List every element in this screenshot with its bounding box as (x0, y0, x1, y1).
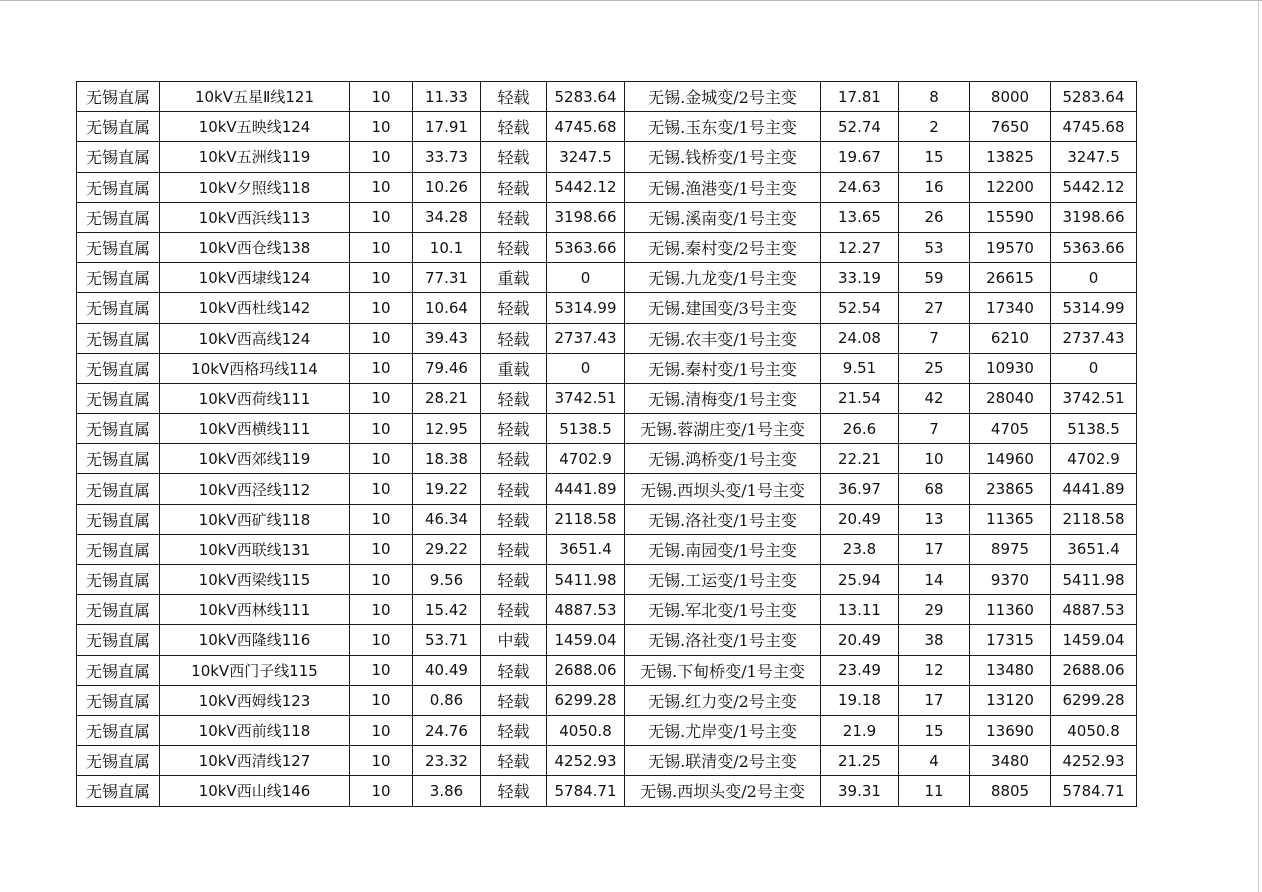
table-row (77, 353, 1137, 383)
table-row (77, 142, 1137, 172)
feeder-name-cell: 10kV西郊线119 (160, 444, 350, 474)
load-status-cell: 轻载 (481, 293, 547, 323)
substation-transformer-cell: 无锡.建国变/3号主变 (625, 293, 821, 323)
feeder-name-cell: 10kV西清线127 (160, 746, 350, 776)
available-capacity-cell: 2688.06 (547, 655, 625, 685)
load-rate-cell: 18.38 (413, 444, 481, 474)
unit-cell: 无锡直属 (77, 565, 160, 595)
table-row (77, 625, 1137, 655)
available-capacity-cell: 4252.93 (547, 746, 625, 776)
load-rate-cell: 12.95 (413, 414, 481, 444)
users-count-cell: 16 (899, 172, 970, 202)
substation-transformer-cell: 无锡.渔港变/1号主变 (625, 172, 821, 202)
table-row (77, 82, 1137, 112)
load-rate-cell: 10.1 (413, 232, 481, 262)
users-count-cell: 2 (899, 112, 970, 142)
users-count-cell: 53 (899, 232, 970, 262)
transformer-load-cell: 13.65 (821, 202, 899, 232)
table-row (77, 414, 1137, 444)
transformer-load-cell: 26.6 (821, 414, 899, 444)
users-count-cell: 13 (899, 504, 970, 534)
users-count-cell: 8 (899, 82, 970, 112)
unit-cell: 无锡直属 (77, 293, 160, 323)
transformer-load-cell: 19.67 (821, 142, 899, 172)
load-status-cell: 轻载 (481, 323, 547, 353)
load-status-cell: 轻载 (481, 655, 547, 685)
substation-transformer-cell: 无锡.溪南变/1号主变 (625, 202, 821, 232)
unit-cell: 无锡直属 (77, 776, 160, 806)
feeder-name-cell: 10kV西荷线111 (160, 383, 350, 413)
users-count-cell: 38 (899, 625, 970, 655)
remaining-capacity-cell: 2737.43 (1051, 323, 1137, 353)
unit-cell: 无锡直属 (77, 323, 160, 353)
voltage-cell: 10 (350, 232, 413, 262)
capacity-cell: 19570 (970, 232, 1051, 262)
remaining-capacity-cell: 4441.89 (1051, 474, 1137, 504)
feeder-name-cell: 10kV西前线118 (160, 715, 350, 745)
load-status-cell: 轻载 (481, 142, 547, 172)
users-count-cell: 4 (899, 746, 970, 776)
substation-transformer-cell: 无锡.金城变/2号主变 (625, 82, 821, 112)
table-row (77, 263, 1137, 293)
capacity-cell: 11360 (970, 595, 1051, 625)
remaining-capacity-cell: 5283.64 (1051, 82, 1137, 112)
substation-transformer-cell: 无锡.尤岸变/1号主变 (625, 715, 821, 745)
transformer-load-cell: 13.11 (821, 595, 899, 625)
feeder-name-cell: 10kV西泾线112 (160, 474, 350, 504)
voltage-cell: 10 (350, 685, 413, 715)
unit-cell: 无锡直属 (77, 202, 160, 232)
capacity-cell: 17340 (970, 293, 1051, 323)
available-capacity-cell: 3651.4 (547, 534, 625, 564)
available-capacity-cell: 4050.8 (547, 715, 625, 745)
users-count-cell: 7 (899, 323, 970, 353)
available-capacity-cell: 0 (547, 353, 625, 383)
remaining-capacity-cell: 2688.06 (1051, 655, 1137, 685)
substation-transformer-cell: 无锡.西坝头变/2号主变 (625, 776, 821, 806)
remaining-capacity-cell: 0 (1051, 353, 1137, 383)
load-rate-cell: 34.28 (413, 202, 481, 232)
table-row (77, 504, 1137, 534)
table-row (77, 293, 1137, 323)
load-status-cell: 轻载 (481, 504, 547, 534)
load-status-cell: 轻载 (481, 202, 547, 232)
available-capacity-cell: 2118.58 (547, 504, 625, 534)
page-right-border (1258, 0, 1259, 892)
remaining-capacity-cell: 3651.4 (1051, 534, 1137, 564)
available-capacity-cell: 6299.28 (547, 685, 625, 715)
load-status-cell: 重载 (481, 263, 547, 293)
table-row (77, 383, 1137, 413)
load-status-cell: 轻载 (481, 715, 547, 745)
voltage-cell: 10 (350, 504, 413, 534)
load-status-cell: 轻载 (481, 383, 547, 413)
substation-transformer-cell: 无锡.洛社变/1号主变 (625, 625, 821, 655)
transformer-load-cell: 22.21 (821, 444, 899, 474)
load-rate-cell: 46.34 (413, 504, 481, 534)
remaining-capacity-cell: 5314.99 (1051, 293, 1137, 323)
table-row (77, 595, 1137, 625)
load-rate-cell: 10.64 (413, 293, 481, 323)
remaining-capacity-cell: 4252.93 (1051, 746, 1137, 776)
remaining-capacity-cell: 4050.8 (1051, 715, 1137, 745)
load-rate-cell: 77.31 (413, 263, 481, 293)
capacity-cell: 23865 (970, 474, 1051, 504)
transformer-load-cell: 52.54 (821, 293, 899, 323)
unit-cell: 无锡直属 (77, 414, 160, 444)
feeder-name-cell: 10kV西仓线138 (160, 232, 350, 262)
substation-transformer-cell: 无锡.秦村变/2号主变 (625, 232, 821, 262)
transformer-load-cell: 17.81 (821, 82, 899, 112)
voltage-cell: 10 (350, 172, 413, 202)
feeder-name-cell: 10kV西高线124 (160, 323, 350, 353)
transformer-load-cell: 9.51 (821, 353, 899, 383)
table-row (77, 565, 1137, 595)
unit-cell: 无锡直属 (77, 232, 160, 262)
substation-transformer-cell: 无锡.联清变/2号主变 (625, 746, 821, 776)
available-capacity-cell: 3247.5 (547, 142, 625, 172)
load-status-cell: 轻载 (481, 685, 547, 715)
capacity-cell: 4705 (970, 414, 1051, 444)
load-rate-cell: 19.22 (413, 474, 481, 504)
available-capacity-cell: 4702.9 (547, 444, 625, 474)
unit-cell: 无锡直属 (77, 353, 160, 383)
table-row (77, 746, 1137, 776)
remaining-capacity-cell: 4887.53 (1051, 595, 1137, 625)
remaining-capacity-cell: 3198.66 (1051, 202, 1137, 232)
available-capacity-cell: 3198.66 (547, 202, 625, 232)
users-count-cell: 59 (899, 263, 970, 293)
voltage-cell: 10 (350, 383, 413, 413)
feeder-name-cell: 10kV西格玛线114 (160, 353, 350, 383)
substation-transformer-cell: 无锡.工运变/1号主变 (625, 565, 821, 595)
feeder-name-cell: 10kV西隆线116 (160, 625, 350, 655)
capacity-cell: 17315 (970, 625, 1051, 655)
voltage-cell: 10 (350, 202, 413, 232)
available-capacity-cell: 5411.98 (547, 565, 625, 595)
remaining-capacity-cell: 4702.9 (1051, 444, 1137, 474)
substation-transformer-cell: 无锡.蓉湖庄变/1号主变 (625, 414, 821, 444)
unit-cell: 无锡直属 (77, 715, 160, 745)
capacity-cell: 7650 (970, 112, 1051, 142)
users-count-cell: 12 (899, 655, 970, 685)
feeder-name-cell: 10kV西门子线115 (160, 655, 350, 685)
load-rate-cell: 53.71 (413, 625, 481, 655)
load-rate-cell: 39.43 (413, 323, 481, 353)
load-rate-cell: 15.42 (413, 595, 481, 625)
load-rate-cell: 23.32 (413, 746, 481, 776)
capacity-cell: 13480 (970, 655, 1051, 685)
feeder-name-cell: 10kV西林线111 (160, 595, 350, 625)
voltage-cell: 10 (350, 444, 413, 474)
transformer-load-cell: 21.9 (821, 715, 899, 745)
feeder-name-cell: 10kV西姆线123 (160, 685, 350, 715)
load-status-cell: 轻载 (481, 474, 547, 504)
available-capacity-cell: 2737.43 (547, 323, 625, 353)
load-rate-cell: 79.46 (413, 353, 481, 383)
substation-transformer-cell: 无锡.南园变/1号主变 (625, 534, 821, 564)
load-status-cell: 轻载 (481, 82, 547, 112)
remaining-capacity-cell: 5442.12 (1051, 172, 1137, 202)
transformer-load-cell: 23.49 (821, 655, 899, 685)
substation-transformer-cell: 无锡.钱桥变/1号主变 (625, 142, 821, 172)
feeder-name-cell: 10kV夕照线118 (160, 172, 350, 202)
table-row (77, 112, 1137, 142)
substation-transformer-cell: 无锡.下甸桥变/1号主变 (625, 655, 821, 685)
voltage-cell: 10 (350, 414, 413, 444)
transformer-load-cell: 12.27 (821, 232, 899, 262)
available-capacity-cell: 4441.89 (547, 474, 625, 504)
load-status-cell: 轻载 (481, 112, 547, 142)
capacity-cell: 3480 (970, 746, 1051, 776)
table-row (77, 685, 1137, 715)
available-capacity-cell: 5283.64 (547, 82, 625, 112)
capacity-cell: 13690 (970, 715, 1051, 745)
load-rate-cell: 10.26 (413, 172, 481, 202)
substation-transformer-cell: 无锡.鸿桥变/1号主变 (625, 444, 821, 474)
users-count-cell: 7 (899, 414, 970, 444)
feeder-name-cell: 10kV西梁线115 (160, 565, 350, 595)
capacity-cell: 8975 (970, 534, 1051, 564)
unit-cell: 无锡直属 (77, 172, 160, 202)
feeder-name-cell: 10kV西横线111 (160, 414, 350, 444)
transformer-load-cell: 36.97 (821, 474, 899, 504)
feeder-name-cell: 10kV西联线131 (160, 534, 350, 564)
available-capacity-cell: 1459.04 (547, 625, 625, 655)
load-status-cell: 轻载 (481, 746, 547, 776)
load-status-cell: 重载 (481, 353, 547, 383)
feeder-name-cell: 10kV五洲线119 (160, 142, 350, 172)
load-rate-cell: 9.56 (413, 565, 481, 595)
remaining-capacity-cell: 2118.58 (1051, 504, 1137, 534)
table-row (77, 655, 1137, 685)
capacity-cell: 26615 (970, 263, 1051, 293)
users-count-cell: 68 (899, 474, 970, 504)
load-status-cell: 轻载 (481, 444, 547, 474)
capacity-cell: 9370 (970, 565, 1051, 595)
transformer-load-cell: 24.63 (821, 172, 899, 202)
load-status-cell: 轻载 (481, 534, 547, 564)
load-rate-cell: 28.21 (413, 383, 481, 413)
unit-cell: 无锡直属 (77, 444, 160, 474)
transformer-load-cell: 21.54 (821, 383, 899, 413)
transformer-load-cell: 24.08 (821, 323, 899, 353)
voltage-cell: 10 (350, 565, 413, 595)
transformer-load-cell: 20.49 (821, 504, 899, 534)
capacity-cell: 28040 (970, 383, 1051, 413)
users-count-cell: 25 (899, 353, 970, 383)
unit-cell: 无锡直属 (77, 474, 160, 504)
users-count-cell: 11 (899, 776, 970, 806)
page-top-border (0, 0, 1262, 1)
feeder-name-cell: 10kV五星Ⅱ线121 (160, 82, 350, 112)
unit-cell: 无锡直属 (77, 534, 160, 564)
voltage-cell: 10 (350, 293, 413, 323)
capacity-cell: 13825 (970, 142, 1051, 172)
substation-transformer-cell: 无锡.红力变/2号主变 (625, 685, 821, 715)
load-status-cell: 轻载 (481, 565, 547, 595)
unit-cell: 无锡直属 (77, 685, 160, 715)
transformer-load-cell: 20.49 (821, 625, 899, 655)
available-capacity-cell: 5138.5 (547, 414, 625, 444)
load-status-cell: 轻载 (481, 414, 547, 444)
users-count-cell: 15 (899, 142, 970, 172)
load-status-cell: 中载 (481, 625, 547, 655)
table-row (77, 172, 1137, 202)
users-count-cell: 27 (899, 293, 970, 323)
unit-cell: 无锡直属 (77, 82, 160, 112)
voltage-cell: 10 (350, 625, 413, 655)
remaining-capacity-cell: 3247.5 (1051, 142, 1137, 172)
available-capacity-cell: 3742.51 (547, 383, 625, 413)
capacity-cell: 8805 (970, 776, 1051, 806)
feeder-name-cell: 10kV西矿线118 (160, 504, 350, 534)
load-rate-cell: 33.73 (413, 142, 481, 172)
remaining-capacity-cell: 5411.98 (1051, 565, 1137, 595)
substation-transformer-cell: 无锡.秦村变/1号主变 (625, 353, 821, 383)
feeder-name-cell: 10kV西山线146 (160, 776, 350, 806)
voltage-cell: 10 (350, 595, 413, 625)
remaining-capacity-cell: 0 (1051, 263, 1137, 293)
substation-transformer-cell: 无锡.清梅变/1号主变 (625, 383, 821, 413)
users-count-cell: 17 (899, 685, 970, 715)
transformer-load-cell: 33.19 (821, 263, 899, 293)
load-status-cell: 轻载 (481, 595, 547, 625)
feeder-name-cell: 10kV西浜线113 (160, 202, 350, 232)
table-row (77, 202, 1137, 232)
unit-cell: 无锡直属 (77, 504, 160, 534)
voltage-cell: 10 (350, 323, 413, 353)
unit-cell: 无锡直属 (77, 263, 160, 293)
table-row (77, 715, 1137, 745)
load-status-cell: 轻载 (481, 776, 547, 806)
available-capacity-cell: 5314.99 (547, 293, 625, 323)
remaining-capacity-cell: 5784.71 (1051, 776, 1137, 806)
users-count-cell: 26 (899, 202, 970, 232)
substation-transformer-cell: 无锡.军北变/1号主变 (625, 595, 821, 625)
substation-transformer-cell: 无锡.玉东变/1号主变 (625, 112, 821, 142)
remaining-capacity-cell: 1459.04 (1051, 625, 1137, 655)
transformer-load-cell: 39.31 (821, 776, 899, 806)
unit-cell: 无锡直属 (77, 383, 160, 413)
voltage-cell: 10 (350, 534, 413, 564)
transformer-load-cell: 21.25 (821, 746, 899, 776)
transformer-load-cell: 23.8 (821, 534, 899, 564)
load-rate-cell: 3.86 (413, 776, 481, 806)
voltage-cell: 10 (350, 353, 413, 383)
load-rate-cell: 17.91 (413, 112, 481, 142)
users-count-cell: 29 (899, 595, 970, 625)
load-rate-cell: 0.86 (413, 685, 481, 715)
transformer-load-cell: 52.74 (821, 112, 899, 142)
voltage-cell: 10 (350, 112, 413, 142)
voltage-cell: 10 (350, 142, 413, 172)
unit-cell: 无锡直属 (77, 142, 160, 172)
load-status-cell: 轻载 (481, 172, 547, 202)
substation-transformer-cell: 无锡.洛社变/1号主变 (625, 504, 821, 534)
capacity-cell: 8000 (970, 82, 1051, 112)
load-rate-cell: 29.22 (413, 534, 481, 564)
remaining-capacity-cell: 5138.5 (1051, 414, 1137, 444)
remaining-capacity-cell: 6299.28 (1051, 685, 1137, 715)
capacity-cell: 15590 (970, 202, 1051, 232)
substation-transformer-cell: 无锡.农丰变/1号主变 (625, 323, 821, 353)
voltage-cell: 10 (350, 474, 413, 504)
substation-transformer-cell: 无锡.九龙变/1号主变 (625, 263, 821, 293)
capacity-cell: 12200 (970, 172, 1051, 202)
voltage-cell: 10 (350, 655, 413, 685)
users-count-cell: 42 (899, 383, 970, 413)
available-capacity-cell: 5784.71 (547, 776, 625, 806)
transformer-load-cell: 25.94 (821, 565, 899, 595)
load-rate-cell: 11.33 (413, 82, 481, 112)
voltage-cell: 10 (350, 82, 413, 112)
table-row (77, 444, 1137, 474)
voltage-cell: 10 (350, 263, 413, 293)
available-capacity-cell: 5442.12 (547, 172, 625, 202)
users-count-cell: 10 (899, 444, 970, 474)
table-row (77, 323, 1137, 353)
capacity-cell: 6210 (970, 323, 1051, 353)
capacity-cell: 11365 (970, 504, 1051, 534)
available-capacity-cell: 0 (547, 263, 625, 293)
load-rate-cell: 40.49 (413, 655, 481, 685)
table-row (77, 776, 1137, 806)
table-row (77, 474, 1137, 504)
unit-cell: 无锡直属 (77, 625, 160, 655)
load-status-cell: 轻载 (481, 232, 547, 262)
unit-cell: 无锡直属 (77, 595, 160, 625)
capacity-cell: 10930 (970, 353, 1051, 383)
remaining-capacity-cell: 5363.66 (1051, 232, 1137, 262)
capacity-cell: 14960 (970, 444, 1051, 474)
unit-cell: 无锡直属 (77, 112, 160, 142)
unit-cell: 无锡直属 (77, 655, 160, 685)
users-count-cell: 17 (899, 534, 970, 564)
table-body (77, 82, 1137, 807)
table-row (77, 534, 1137, 564)
users-count-cell: 14 (899, 565, 970, 595)
table-row (77, 232, 1137, 262)
feeder-name-cell: 10kV西杜线142 (160, 293, 350, 323)
voltage-cell: 10 (350, 776, 413, 806)
available-capacity-cell: 4887.53 (547, 595, 625, 625)
load-rate-cell: 24.76 (413, 715, 481, 745)
voltage-cell: 10 (350, 746, 413, 776)
unit-cell: 无锡直属 (77, 746, 160, 776)
feeder-load-table (76, 81, 1137, 807)
available-capacity-cell: 4745.68 (547, 112, 625, 142)
substation-transformer-cell: 无锡.西坝头变/1号主变 (625, 474, 821, 504)
available-capacity-cell: 5363.66 (547, 232, 625, 262)
voltage-cell: 10 (350, 715, 413, 745)
transformer-load-cell: 19.18 (821, 685, 899, 715)
feeder-name-cell: 10kV五映线124 (160, 112, 350, 142)
feeder-name-cell: 10kV西埭线124 (160, 263, 350, 293)
remaining-capacity-cell: 3742.51 (1051, 383, 1137, 413)
remaining-capacity-cell: 4745.68 (1051, 112, 1137, 142)
users-count-cell: 15 (899, 715, 970, 745)
capacity-cell: 13120 (970, 685, 1051, 715)
